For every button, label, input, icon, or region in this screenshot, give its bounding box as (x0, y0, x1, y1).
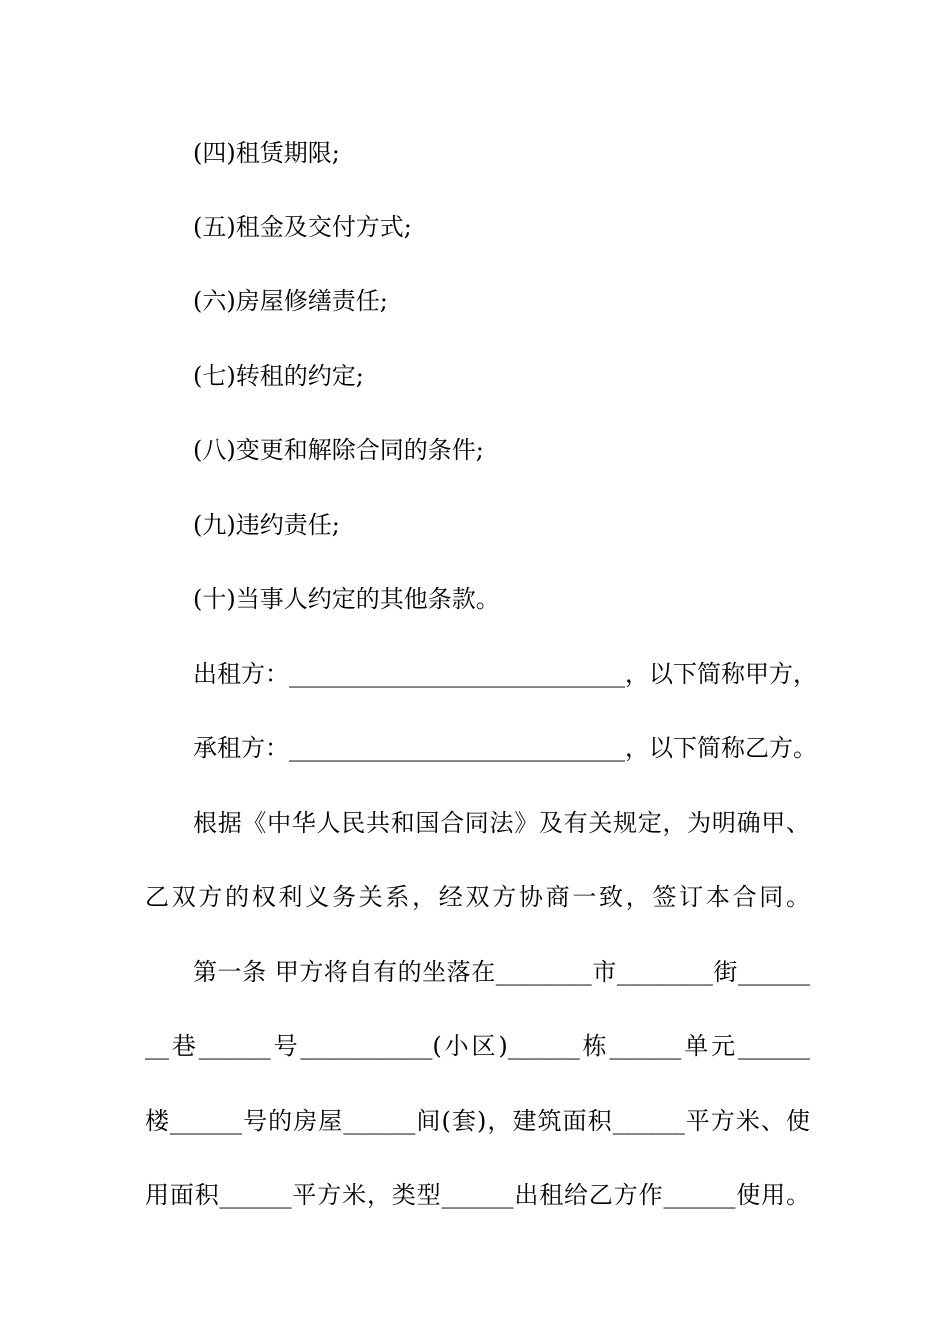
lessor-line: 出租方：____________________________，以下简称甲方， (193, 660, 817, 688)
article-1-line-2: __巷______号___________(小区)______栋______单元______ (145, 1032, 810, 1060)
clause-item-4: (四)租赁期限; (193, 139, 340, 167)
clause-item-8: (八)变更和解除合同的条件; (193, 436, 484, 464)
clause-item-5: (五)租金及交付方式; (193, 213, 412, 241)
clause-item-10: (十)当事人约定的其他条款。 (193, 585, 500, 613)
preamble-line-2: 乙双方的权利义务关系，经双方协商一致，签订本合同。 (145, 883, 810, 911)
article-1-line-1: 第一条 甲方将自有的坐落在________市________街______ (193, 958, 810, 986)
clause-item-7: (七)转租的约定; (193, 362, 364, 390)
article-1-line-3: 楼______号的房屋______间(套)，建筑面积______平方米、使 (145, 1107, 810, 1135)
lessee-line: 承租方：____________________________，以下简称乙方。 (193, 734, 817, 762)
clause-item-9: (九)违约责任; (193, 511, 340, 539)
article-1-line-4: 用面积______平方米，类型______出租给乙方作______使用。 (145, 1181, 810, 1209)
clause-item-6: (六)房屋修缮责任; (193, 287, 388, 315)
preamble-line-1: 根据《中华人民共和国合同法》及有关规定，为明确甲、 (193, 809, 810, 837)
